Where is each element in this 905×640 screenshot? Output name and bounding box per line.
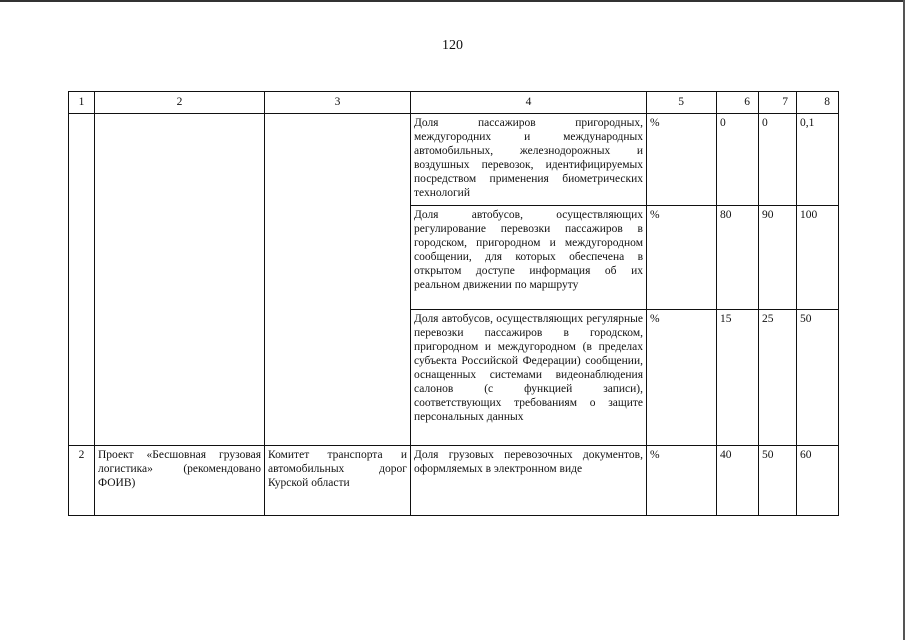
indicator-cell: Доля автобусов, осуществляющих регулирование перевозки пассажиров в городском, пригородном и междугородном сообщении, для которых обеспечена в открытом доступе информация об их реальном движении по маршруту: [411, 206, 647, 310]
value-cell-7: 25: [759, 310, 797, 446]
row-index-cell: [69, 114, 95, 446]
value-cell-8: 60: [797, 446, 839, 516]
page-number: 120: [442, 38, 463, 53]
table-header-row: [69, 92, 839, 114]
value-cell-8: 0,1: [797, 114, 839, 206]
unit-cell: %: [647, 446, 717, 516]
scan-frame-top: [0, 0, 905, 2]
value-cell-6: 15: [717, 310, 759, 446]
value-cell-8: 100: [797, 206, 839, 310]
value-cell-7: 50: [759, 446, 797, 516]
header-cell-8: 8: [797, 92, 839, 114]
row-index-cell: 2: [69, 446, 95, 516]
indicator-cell: Доля грузовых перевозочных документов, оформляемых в электронном виде: [411, 446, 647, 516]
indicator-cell: Доля автобусов, осуществляющих регулярные перевозки пассажиров в городском, пригородном и междугородном (в пределах субъекта Российской Федерации) сообщении, оснащенных системами видеонаблюдения салонов (с функцией записи), соответствующих требованиям о защите персональных данных: [411, 310, 647, 446]
header-cell-2: 2: [95, 92, 265, 114]
responsible-cell: [265, 114, 411, 446]
header-cell-6: 6: [717, 92, 759, 114]
header-cell-1: 1: [69, 92, 95, 114]
indicator-cell: Доля пассажиров пригородных, междугородних и международных автомобильных, железнодорожных и воздушных перевозок, идентифицируемых посредством применения биометрических технологий: [411, 114, 647, 206]
header-cell-3: 3: [265, 92, 411, 114]
table-row: [69, 114, 839, 206]
value-cell-6: 40: [717, 446, 759, 516]
value-cell-7: 90: [759, 206, 797, 310]
indicators-table: [68, 91, 839, 516]
header-cell-5: 5: [647, 92, 717, 114]
header-cell-4: 4: [411, 92, 647, 114]
unit-cell: %: [647, 310, 717, 446]
table-row: [69, 446, 839, 516]
responsible-cell: Комитет транспорта и автомобильных дорог Курской области: [265, 446, 411, 516]
unit-cell: %: [647, 206, 717, 310]
value-cell-6: 0: [717, 114, 759, 206]
project-cell: Проект «Бесшовная грузовая логистика» (рекомендовано ФОИВ): [95, 446, 265, 516]
value-cell-6: 80: [717, 206, 759, 310]
value-cell-7: 0: [759, 114, 797, 206]
header-cell-7: 7: [759, 92, 797, 114]
unit-cell: %: [647, 114, 717, 206]
project-cell: [95, 114, 265, 446]
value-cell-8: 50: [797, 310, 839, 446]
